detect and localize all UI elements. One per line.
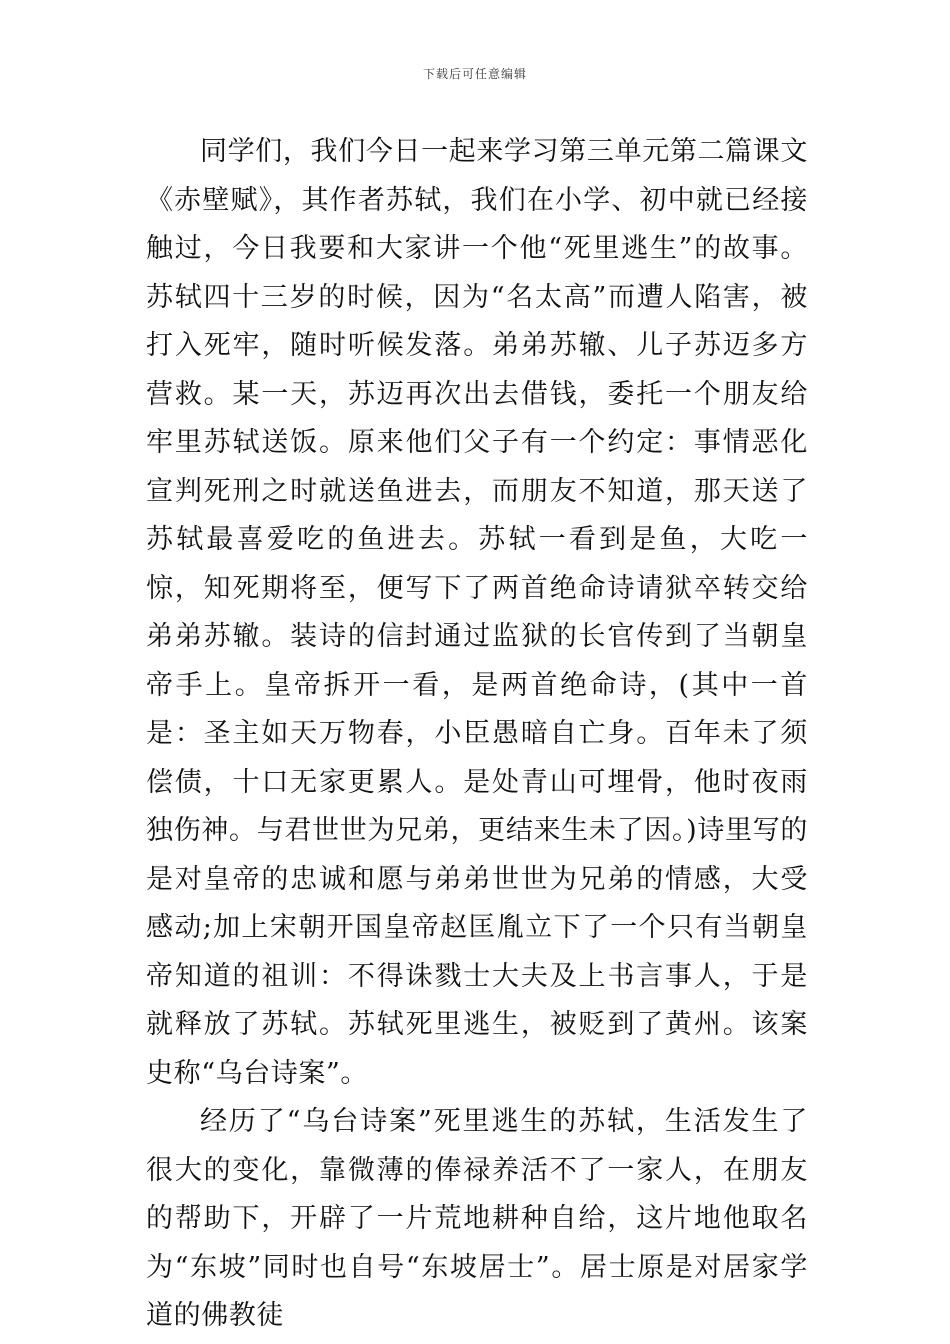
document-body (146, 128, 808, 1341)
paragraph-dongpo-life: 经历了“乌台诗案”死里逃生的苏轼，生活发生了很大的变化，靠微薄的俸禄养活不了一家人，在朋友的帮助下，开辟了一片荒地耕种自给，这片地他取名为“东坡”同时也自号“东坡居士”。居士原是对居家学道的佛教徒 (146, 1106, 808, 1331)
page-header: 下载后可任意编辑 (422, 67, 527, 81)
paragraph-wutai-poetry-case-story: 同学们，我们今日一起来学习第三单元第二篇课文《赤壁赋》，其作者苏轼，我们在小学、初中就已经接触过，今日我要和大家讲一个他“死里逃生”的故事。苏轼四十三岁的时候，因为“名太高”而遭人陷害，被打入死牢，随时听候发落。弟弟苏辙、儿子苏迈多方营救。某一天，苏迈再次出去借钱，委托一个朋友给牢里苏轼送饭。原来他们父子有一个约定：事情恶化宣判死刑之时就送鱼进去，而朋友不知道，那天送了苏轼最喜爱吃的鱼进去。苏轼一看到是鱼，大吃一惊，知死期将至，便写下了两首绝命诗请狱卒转交给弟弟苏辙。装诗的信封通过监狱的长官传到了当朝皇帝手上。皇帝拆开一看，是两首绝命诗，(其中一首是：圣主如天万物春，小臣愚暗自亡身。百年未了须偿债，十口无家更累人。是处青山可埋骨，他时夜雨独伤神。与君世世为兄弟，更结来生未了因。)诗里写的是对皇帝的忠诚和愿与弟弟世世为兄弟的情感，大受感动;加上宋朝开国皇帝赵匡胤立下了一个只有当朝皇帝知道的祖训：不得诛戮士大夫及上书言事人，于是就释放了苏轼。苏轼死里逃生，被贬到了黄州。该案史称“乌台诗案”。 (146, 136, 808, 1089)
